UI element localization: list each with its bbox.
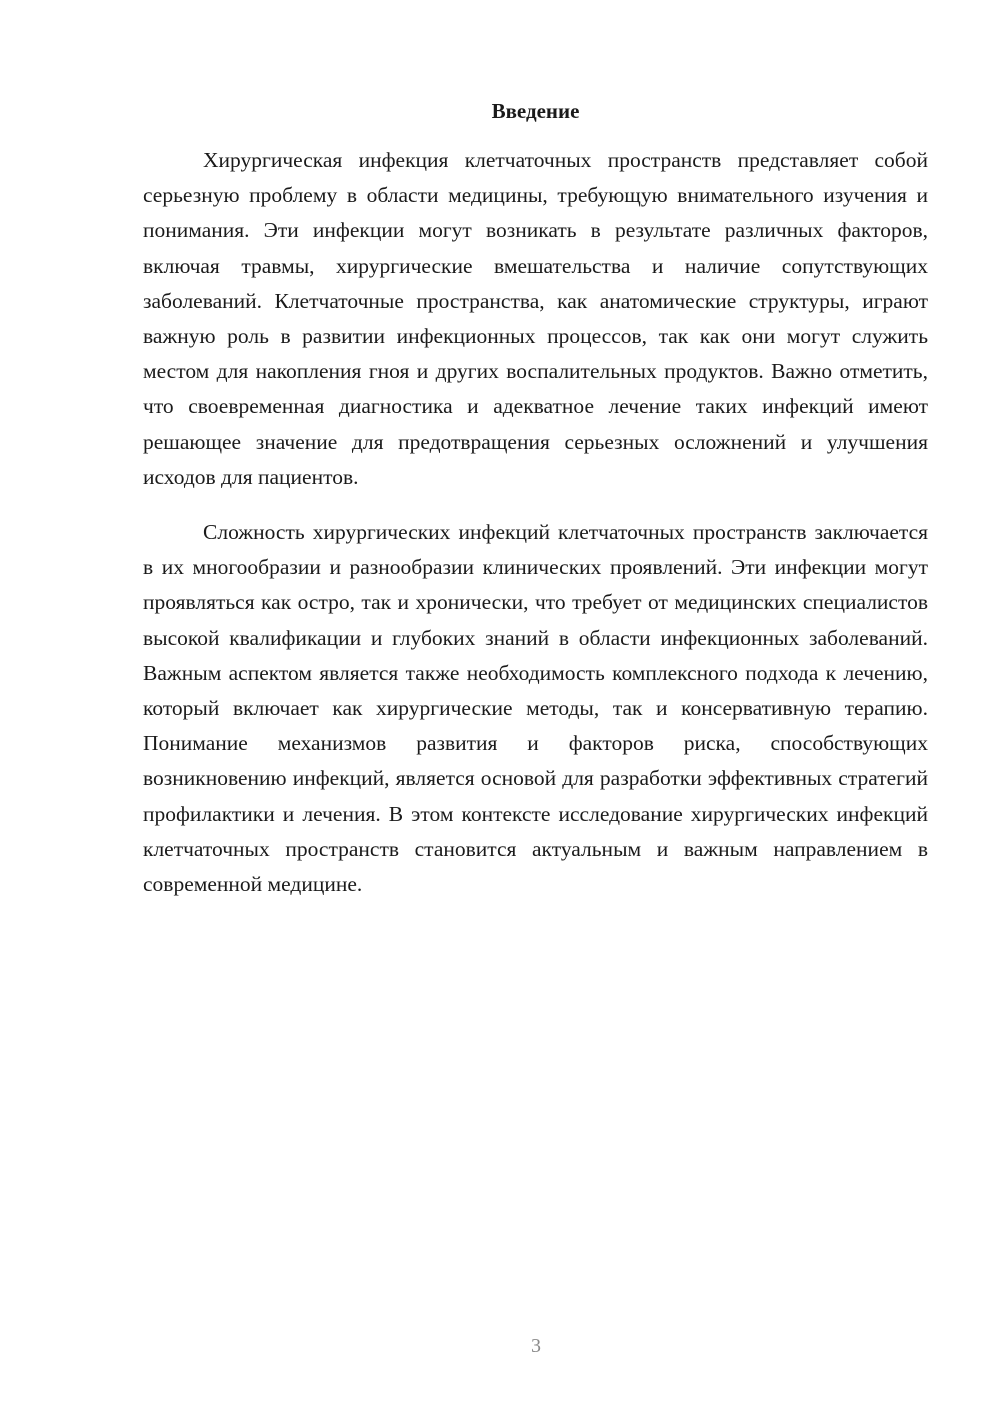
- paragraph-2: Сложность хирургических инфекций клетчаточных пространств заключается в их многообразии и разнообразии клинических проявлений. Эти инфекции могут проявляться как остро, так и хронически, что требует от медицинских специалистов высокой квалификации и глубоких знаний в области инфекционных заболеваний. Важным аспектом является также необходимость комплексного подхода к лечению, который включает как хирургические методы, так и консервативную терапию. Понимание механизмов развития и факторов риска, способствующих возникновению инфекций, является основой для разработки эффективных стратегий профилактики и лечения. В этом контексте исследование хирургических инфекций клетчаточных пространств становится актуальным и важным направлением в современной медицине.: [143, 520, 928, 897]
- heading-container: [0, 96, 1000, 126]
- section-title: Введение: [491, 99, 580, 123]
- paragraph-1: Хирургическая инфекция клетчаточных пространств представляет собой серьезную проблему в области медицины, требующую внимательного изучения и понимания. Эти инфекции могут возникать в результате различных факторов, включая травмы, хирургические вмешательства и наличие сопутствующих заболеваний. Клетчаточные пространства, как анатомические структуры, играют важную роль в развитии инфекционных процессов, так как они могут служить местом для накопления гноя и других воспалительных продуктов. Важно отметить, что своевременная диагностика и адекватное лечение таких инфекций имеют решающее значение для предотвращения серьезных осложнений и улучшения исходов для пациентов.: [143, 148, 928, 489]
- document-body: [143, 143, 928, 902]
- page-number: 3: [531, 1335, 541, 1357]
